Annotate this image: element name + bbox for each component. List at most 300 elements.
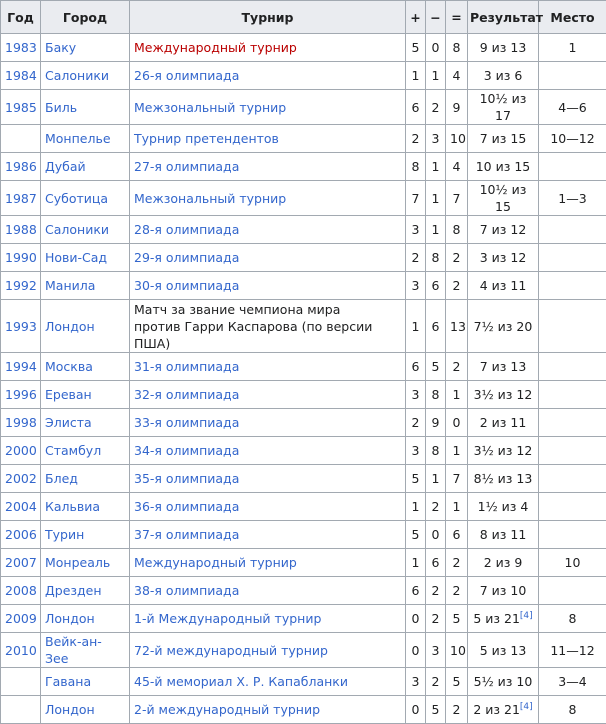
result-value: 3 из 12 bbox=[480, 250, 527, 265]
city-link[interactable]: Лондон bbox=[45, 319, 95, 334]
year-cell bbox=[1, 696, 41, 724]
result-cell bbox=[468, 577, 539, 605]
wins-cell: 2 bbox=[406, 125, 426, 153]
wins-cell: 3 bbox=[406, 216, 426, 244]
losses-cell: 6 bbox=[426, 300, 446, 353]
city-cell bbox=[41, 272, 130, 300]
losses-cell: 5 bbox=[426, 696, 446, 724]
result-cell bbox=[468, 300, 539, 353]
year-cell bbox=[1, 181, 41, 216]
draws-cell: 8 bbox=[446, 216, 468, 244]
city-link[interactable]: Блед bbox=[45, 471, 78, 486]
result-value: 8 из 11 bbox=[480, 527, 527, 542]
tournament-cell bbox=[130, 181, 406, 216]
year-link[interactable]: 2004 bbox=[5, 499, 37, 514]
result-value: 1½ из 4 bbox=[478, 499, 529, 514]
year-cell bbox=[1, 125, 41, 153]
draws-cell: 4 bbox=[446, 153, 468, 181]
result-value: 7½ из 20 bbox=[474, 319, 533, 334]
tournament-cell bbox=[130, 696, 406, 724]
year-cell bbox=[1, 409, 41, 437]
place-cell bbox=[539, 465, 606, 493]
result-value: 7 из 13 bbox=[480, 359, 527, 374]
reference-link[interactable]: [4] bbox=[520, 611, 533, 621]
place-cell: 1—3 bbox=[539, 181, 606, 216]
place-cell: 4—6 bbox=[539, 90, 606, 125]
draws-cell: 1 bbox=[446, 437, 468, 465]
result-value: 8½ из 13 bbox=[474, 471, 533, 486]
result-value: 7 из 10 bbox=[480, 583, 527, 598]
result-cell bbox=[468, 244, 539, 272]
city-link[interactable]: Биль bbox=[45, 100, 77, 115]
result-cell bbox=[468, 605, 539, 633]
year-cell bbox=[1, 605, 41, 633]
tournament-text[interactable]: 45-й мемориал Х. Р. Капабланки bbox=[134, 674, 348, 689]
draws-cell: 2 bbox=[446, 577, 468, 605]
draws-cell: 0 bbox=[446, 409, 468, 437]
result-cell bbox=[468, 521, 539, 549]
tournament-cell bbox=[130, 300, 406, 353]
city-cell bbox=[41, 62, 130, 90]
result-value: 9 из 13 bbox=[480, 40, 527, 55]
tournament-cell bbox=[130, 125, 406, 153]
table-row bbox=[1, 153, 606, 181]
city-cell bbox=[41, 90, 130, 125]
table-row bbox=[1, 300, 606, 353]
tournament-cell bbox=[130, 34, 406, 62]
place-cell: 10—12 bbox=[539, 125, 606, 153]
place-cell bbox=[539, 62, 606, 90]
place-cell bbox=[539, 577, 606, 605]
table-row bbox=[1, 521, 606, 549]
tournament-text: Матч за звание чемпиона мира bbox=[134, 301, 401, 318]
result-value: 10½ из 15 bbox=[480, 182, 527, 214]
wins-cell: 2 bbox=[406, 244, 426, 272]
city-link[interactable]: Вейк-ан-Зее bbox=[45, 634, 102, 666]
reference-link[interactable]: [4] bbox=[520, 702, 533, 712]
result-value: 7 из 12 bbox=[480, 222, 527, 237]
year-cell bbox=[1, 90, 41, 125]
table-row bbox=[1, 181, 606, 216]
table-row bbox=[1, 244, 606, 272]
tournament-text[interactable]: 36-я олимпиада bbox=[134, 499, 239, 514]
draws-cell: 8 bbox=[446, 34, 468, 62]
tournament-cell bbox=[130, 633, 406, 668]
table-row bbox=[1, 34, 606, 62]
year-link[interactable]: 1993 bbox=[5, 319, 37, 334]
place-cell bbox=[539, 493, 606, 521]
year-link[interactable]: 1984 bbox=[5, 68, 37, 83]
tournament-text[interactable]: Международный турнир bbox=[134, 555, 297, 570]
result-value: 2 из 21 bbox=[473, 702, 520, 717]
tournament-cell bbox=[130, 521, 406, 549]
wins-cell: 8 bbox=[406, 153, 426, 181]
year-cell bbox=[1, 437, 41, 465]
year-cell bbox=[1, 668, 41, 696]
draws-cell: 1 bbox=[446, 381, 468, 409]
table-row bbox=[1, 493, 606, 521]
city-link[interactable]: Лондон bbox=[45, 611, 95, 626]
wins-cell: 2 bbox=[406, 409, 426, 437]
tournament-text[interactable]: 30-я олимпиада bbox=[134, 278, 239, 293]
city-link[interactable]: Баку bbox=[45, 40, 76, 55]
year-link[interactable]: 2010 bbox=[5, 643, 37, 658]
year-link[interactable]: 1983 bbox=[5, 40, 37, 55]
result-cell bbox=[468, 465, 539, 493]
tournament-cell bbox=[130, 549, 406, 577]
result-cell bbox=[468, 181, 539, 216]
result-cell bbox=[468, 153, 539, 181]
result-cell bbox=[468, 353, 539, 381]
year-link[interactable]: 1988 bbox=[5, 222, 37, 237]
city-link[interactable]: Гавана bbox=[45, 674, 91, 689]
year-cell bbox=[1, 153, 41, 181]
year-link[interactable]: 1987 bbox=[5, 191, 37, 206]
draws-cell: 5 bbox=[446, 605, 468, 633]
tournament-cell bbox=[130, 353, 406, 381]
losses-cell: 9 bbox=[426, 409, 446, 437]
wins-cell: 3 bbox=[406, 381, 426, 409]
table-body bbox=[1, 34, 606, 724]
result-value: 5 из 21 bbox=[473, 611, 520, 626]
header-row bbox=[1, 1, 606, 34]
year-cell bbox=[1, 465, 41, 493]
tournament-text[interactable]: 34-я олимпиада bbox=[134, 443, 239, 458]
losses-cell: 6 bbox=[426, 272, 446, 300]
tournament-cell bbox=[130, 153, 406, 181]
year-cell bbox=[1, 493, 41, 521]
tournament-cell bbox=[130, 272, 406, 300]
year-link[interactable]: 1990 bbox=[5, 250, 37, 265]
result-value: 5 из 13 bbox=[480, 643, 527, 658]
header-result[interactable]: Результат bbox=[468, 1, 539, 34]
header-wins[interactable]: + bbox=[406, 1, 426, 34]
place-cell bbox=[539, 272, 606, 300]
city-link[interactable]: Стамбул bbox=[45, 443, 101, 458]
draws-cell: 7 bbox=[446, 181, 468, 216]
city-cell bbox=[41, 577, 130, 605]
wins-cell: 6 bbox=[406, 90, 426, 125]
wins-cell: 3 bbox=[406, 668, 426, 696]
tournament-text[interactable]: Международный турнир bbox=[134, 40, 297, 55]
table-row bbox=[1, 272, 606, 300]
place-cell: 8 bbox=[539, 696, 606, 724]
year-cell bbox=[1, 549, 41, 577]
draws-cell: 6 bbox=[446, 521, 468, 549]
result-cell bbox=[468, 549, 539, 577]
city-link[interactable]: Монпелье bbox=[45, 131, 111, 146]
header-place[interactable]: Место bbox=[539, 1, 606, 34]
wins-cell: 1 bbox=[406, 62, 426, 90]
draws-cell: 2 bbox=[446, 272, 468, 300]
tournament-text[interactable]: 35-я олимпиада bbox=[134, 471, 239, 486]
tournament-text[interactable]: Межзональный турнир bbox=[134, 100, 286, 115]
table-row bbox=[1, 90, 606, 125]
wins-cell: 6 bbox=[406, 353, 426, 381]
losses-cell: 1 bbox=[426, 181, 446, 216]
place-cell: 3—4 bbox=[539, 668, 606, 696]
tournament-text[interactable]: 1-й Международный турнир bbox=[134, 611, 321, 626]
table-row bbox=[1, 696, 606, 724]
result-cell bbox=[468, 272, 539, 300]
year-link[interactable]: 2007 bbox=[5, 555, 37, 570]
city-cell bbox=[41, 633, 130, 668]
year-cell bbox=[1, 216, 41, 244]
tournament-cell bbox=[130, 216, 406, 244]
year-link[interactable]: 2009 bbox=[5, 611, 37, 626]
wins-cell: 6 bbox=[406, 577, 426, 605]
city-link[interactable]: Дубай bbox=[45, 159, 86, 174]
city-link[interactable]: Монреаль bbox=[45, 555, 110, 570]
wins-cell: 1 bbox=[406, 300, 426, 353]
losses-cell: 8 bbox=[426, 244, 446, 272]
tournament-cell bbox=[130, 62, 406, 90]
year-link[interactable]: 1994 bbox=[5, 359, 37, 374]
tournament-text[interactable]: Межзональный турнир bbox=[134, 191, 286, 206]
losses-cell: 6 bbox=[426, 549, 446, 577]
tournament-cell bbox=[130, 409, 406, 437]
losses-cell: 1 bbox=[426, 216, 446, 244]
tournament-text[interactable]: 29-я олимпиада bbox=[134, 250, 239, 265]
year-cell bbox=[1, 272, 41, 300]
table-row bbox=[1, 605, 606, 633]
city-cell bbox=[41, 181, 130, 216]
losses-cell: 1 bbox=[426, 465, 446, 493]
table-row bbox=[1, 465, 606, 493]
city-link[interactable]: Суботица bbox=[45, 191, 108, 206]
result-value: 4 из 11 bbox=[480, 278, 527, 293]
draws-cell: 9 bbox=[446, 90, 468, 125]
tournament-cell bbox=[130, 668, 406, 696]
draws-cell: 2 bbox=[446, 549, 468, 577]
wins-cell: 5 bbox=[406, 34, 426, 62]
year-link[interactable]: 2008 bbox=[5, 583, 37, 598]
year-link[interactable]: 2006 bbox=[5, 527, 37, 542]
year-link[interactable]: 1986 bbox=[5, 159, 37, 174]
result-cell bbox=[468, 696, 539, 724]
city-link[interactable]: Салоники bbox=[45, 222, 109, 237]
city-link[interactable]: Лондон bbox=[45, 702, 95, 717]
result-value: 10 из 15 bbox=[476, 159, 531, 174]
wins-cell: 1 bbox=[406, 493, 426, 521]
draws-cell: 10 bbox=[446, 125, 468, 153]
place-cell bbox=[539, 244, 606, 272]
city-link[interactable]: Турин bbox=[45, 527, 84, 542]
header-draws[interactable]: = bbox=[446, 1, 468, 34]
losses-cell: 1 bbox=[426, 62, 446, 90]
city-link[interactable]: Дрезден bbox=[45, 583, 102, 598]
wins-cell: 7 bbox=[406, 181, 426, 216]
city-cell bbox=[41, 605, 130, 633]
header-city[interactable]: Город bbox=[41, 1, 130, 34]
place-cell: 10 bbox=[539, 549, 606, 577]
tournament-text[interactable]: 38-я олимпиада bbox=[134, 583, 239, 598]
result-value: 7 из 15 bbox=[480, 131, 527, 146]
table-row bbox=[1, 353, 606, 381]
city-cell bbox=[41, 244, 130, 272]
year-link[interactable]: 1992 bbox=[5, 278, 37, 293]
result-value: 5½ из 10 bbox=[474, 674, 533, 689]
year-cell bbox=[1, 353, 41, 381]
draws-cell: 2 bbox=[446, 353, 468, 381]
city-link[interactable]: Манила bbox=[45, 278, 95, 293]
tournament-cell bbox=[130, 577, 406, 605]
tournament-text[interactable]: 37-я олимпиада bbox=[134, 527, 239, 542]
result-value: 3½ из 12 bbox=[474, 443, 533, 458]
tournament-text[interactable]: 32-я олимпиада bbox=[134, 387, 239, 402]
tournament-text: против Гарри Каспарова (по версии ПША) bbox=[134, 318, 401, 352]
tournament-cell bbox=[130, 437, 406, 465]
result-cell bbox=[468, 90, 539, 125]
header-year[interactable]: Год bbox=[1, 1, 41, 34]
result-value: 10½ из 17 bbox=[480, 91, 527, 123]
tournament-cell bbox=[130, 605, 406, 633]
year-cell bbox=[1, 34, 41, 62]
losses-cell: 2 bbox=[426, 90, 446, 125]
tournament-cell bbox=[130, 493, 406, 521]
wins-cell: 0 bbox=[406, 633, 426, 668]
draws-cell: 10 bbox=[446, 633, 468, 668]
year-cell bbox=[1, 521, 41, 549]
place-cell bbox=[539, 437, 606, 465]
tournament-text[interactable]: Турнир претендентов bbox=[134, 131, 279, 146]
city-cell bbox=[41, 668, 130, 696]
draws-cell: 5 bbox=[446, 668, 468, 696]
draws-cell: 7 bbox=[446, 465, 468, 493]
result-cell bbox=[468, 125, 539, 153]
place-cell bbox=[539, 409, 606, 437]
result-cell bbox=[468, 437, 539, 465]
tournament-text[interactable]: 27-я олимпиада bbox=[134, 159, 239, 174]
year-link[interactable]: 2000 bbox=[5, 443, 37, 458]
losses-cell: 5 bbox=[426, 353, 446, 381]
year-link[interactable]: 2002 bbox=[5, 471, 37, 486]
result-cell bbox=[468, 633, 539, 668]
tournament-text[interactable]: 28-я олимпиада bbox=[134, 222, 239, 237]
city-cell bbox=[41, 696, 130, 724]
losses-cell: 2 bbox=[426, 605, 446, 633]
place-cell bbox=[539, 153, 606, 181]
result-cell bbox=[468, 34, 539, 62]
result-cell bbox=[468, 668, 539, 696]
table-row bbox=[1, 549, 606, 577]
result-value: 3 из 6 bbox=[484, 68, 523, 83]
year-link[interactable]: 1998 bbox=[5, 415, 37, 430]
city-link[interactable]: Кальвиа bbox=[45, 499, 100, 514]
tournament-cell bbox=[130, 244, 406, 272]
city-link[interactable]: Москва bbox=[45, 359, 93, 374]
city-cell bbox=[41, 381, 130, 409]
place-cell: 1 bbox=[539, 34, 606, 62]
result-value: 3½ из 12 bbox=[474, 387, 533, 402]
tournament-cell bbox=[130, 465, 406, 493]
wins-cell: 5 bbox=[406, 521, 426, 549]
table-row bbox=[1, 125, 606, 153]
losses-cell: 3 bbox=[426, 125, 446, 153]
city-cell bbox=[41, 549, 130, 577]
result-cell bbox=[468, 216, 539, 244]
losses-cell: 0 bbox=[426, 521, 446, 549]
tournament-cell bbox=[130, 381, 406, 409]
wins-cell: 3 bbox=[406, 437, 426, 465]
losses-cell: 1 bbox=[426, 153, 446, 181]
city-cell bbox=[41, 521, 130, 549]
losses-cell: 2 bbox=[426, 668, 446, 696]
city-link[interactable]: Элиста bbox=[45, 415, 92, 430]
table-row bbox=[1, 668, 606, 696]
tournament-cell bbox=[130, 90, 406, 125]
table-row bbox=[1, 216, 606, 244]
losses-cell: 2 bbox=[426, 493, 446, 521]
wins-cell: 0 bbox=[406, 605, 426, 633]
losses-cell: 0 bbox=[426, 34, 446, 62]
result-cell bbox=[468, 409, 539, 437]
tournament-text[interactable]: 2-й международный турнир bbox=[134, 702, 320, 717]
losses-cell: 8 bbox=[426, 381, 446, 409]
city-cell bbox=[41, 437, 130, 465]
city-cell bbox=[41, 216, 130, 244]
header-losses[interactable]: − bbox=[426, 1, 446, 34]
city-cell bbox=[41, 353, 130, 381]
city-cell bbox=[41, 153, 130, 181]
tournament-text[interactable]: 26-я олимпиада bbox=[134, 68, 239, 83]
losses-cell: 3 bbox=[426, 633, 446, 668]
tournament-text[interactable]: 31-я олимпиада bbox=[134, 359, 239, 374]
losses-cell: 2 bbox=[426, 577, 446, 605]
year-cell bbox=[1, 577, 41, 605]
year-cell bbox=[1, 244, 41, 272]
place-cell bbox=[539, 381, 606, 409]
city-link[interactable]: Ереван bbox=[45, 387, 92, 402]
year-link[interactable]: 1985 bbox=[5, 100, 37, 115]
place-cell bbox=[539, 300, 606, 353]
place-cell: 11—12 bbox=[539, 633, 606, 668]
result-value: 2 из 9 bbox=[484, 555, 523, 570]
tournament-text[interactable]: 33-я олимпиада bbox=[134, 415, 239, 430]
tournament-text[interactable]: 72-й международный турнир bbox=[134, 643, 328, 658]
table-row bbox=[1, 577, 606, 605]
place-cell bbox=[539, 521, 606, 549]
table-row bbox=[1, 381, 606, 409]
city-link[interactable]: Нови-Сад bbox=[45, 250, 107, 265]
losses-cell: 8 bbox=[426, 437, 446, 465]
table-row bbox=[1, 409, 606, 437]
place-cell bbox=[539, 353, 606, 381]
table-row bbox=[1, 62, 606, 90]
year-cell bbox=[1, 300, 41, 353]
wins-cell: 5 bbox=[406, 465, 426, 493]
draws-cell: 13 bbox=[446, 300, 468, 353]
draws-cell: 2 bbox=[446, 696, 468, 724]
header-tournament[interactable]: Турнир bbox=[130, 1, 406, 34]
year-link[interactable]: 1996 bbox=[5, 387, 37, 402]
draws-cell: 4 bbox=[446, 62, 468, 90]
table-row bbox=[1, 437, 606, 465]
result-cell bbox=[468, 381, 539, 409]
city-cell bbox=[41, 125, 130, 153]
city-cell bbox=[41, 300, 130, 353]
city-link[interactable]: Салоники bbox=[45, 68, 109, 83]
city-cell bbox=[41, 409, 130, 437]
city-cell bbox=[41, 493, 130, 521]
year-cell bbox=[1, 381, 41, 409]
wins-cell: 0 bbox=[406, 696, 426, 724]
result-value: 2 из 11 bbox=[480, 415, 527, 430]
place-cell: 8 bbox=[539, 605, 606, 633]
year-cell bbox=[1, 633, 41, 668]
result-cell bbox=[468, 493, 539, 521]
city-cell bbox=[41, 34, 130, 62]
